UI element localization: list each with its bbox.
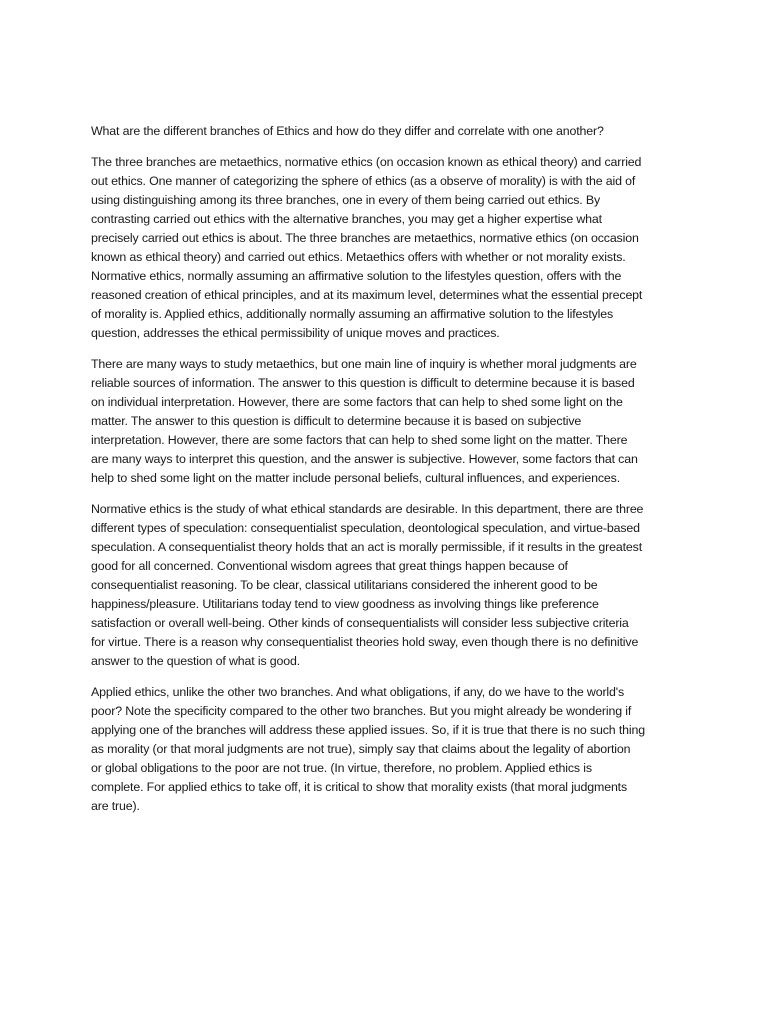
text-line: help to shed some light on the matter include personal beliefs, cultural influences, and experiences. xyxy=(91,471,620,485)
text-line: Normative ethics, normally assuming an affirmative solution to the lifestyles question, offers with the xyxy=(91,269,622,283)
text-line: happiness/pleasure. Utilitarians today tend to view goodness as involving things like preference xyxy=(91,597,599,611)
text-line: good for all concerned. Conventional wisdom agrees that great things happen because of xyxy=(91,559,568,573)
text-line: or global obligations to the poor are not true. (In virtue, therefore, no problem. Applied ethics is xyxy=(91,761,592,775)
text-line: contrasting carried out ethics with the alternative branches, you may get a higher expertise what xyxy=(91,212,602,226)
text-line: applying one of the branches will address these applied issues. So, if it is true that there is no such thing xyxy=(91,723,645,737)
text-line: using distinguishing among its three branches, one in every of them being carried out ethics. By xyxy=(91,193,601,207)
text-line: poor? Note the specificity compared to the other two branches. But you might already be wondering if xyxy=(91,704,632,718)
text-line: interpretation. However, there are some factors that can help to shed some light on the matter. There xyxy=(91,433,628,447)
text-line: reliable sources of information. The answer to this question is difficult to determine because it is based xyxy=(91,376,635,390)
text-line: Normative ethics is the study of what ethical standards are desirable. In this department, there are three xyxy=(91,502,644,516)
text-line: precisely carried out ethics is about. The three branches are metaethics, normative ethics (on occasion xyxy=(91,231,639,245)
text-line: of morality is. Applied ethics, additionally normally assuming an affirmative solution to the lifestyles xyxy=(91,307,614,321)
text-line: on individual interpretation. However, there are some factors that can help to shed some light on the xyxy=(91,395,623,409)
text-line: are many ways to interpret this question, and the answer is subjective. However, some factors that can xyxy=(91,452,638,466)
text-line: known as ethical theory) and carried out ethics. Metaethics offers with whether or not morality exists. xyxy=(91,250,626,264)
text-line: question, addresses the ethical permissibility of unique moves and practices. xyxy=(91,326,500,340)
document-body xyxy=(91,153,663,816)
text-line: reasoned creation of ethical principles, and at its maximum level, determines what the essential precept xyxy=(91,288,643,302)
text-line: There are many ways to study metaethics, but one main line of inquiry is whether moral judgments are xyxy=(91,357,637,371)
text-line: complete. For applied ethics to take off, it is critical to show that morality exists (that moral judgments xyxy=(91,780,628,794)
document-page xyxy=(91,122,663,828)
text-line: consequentialist reasoning. To be clear, classical utilitarians considered the inherent good to be xyxy=(91,578,598,592)
text-line: are true). xyxy=(91,799,140,813)
text-line: speculation. A consequentialist theory holds that an act is morally permissible, if it results in the greatest xyxy=(91,540,643,554)
paragraph-4 xyxy=(91,683,663,816)
paragraph-2 xyxy=(91,355,663,488)
text-line: different types of speculation: consequentialist speculation, deontological speculation, and virtue-based xyxy=(91,521,640,535)
text-line: Applied ethics, unlike the other two branches. And what obligations, if any, do we have to the world's xyxy=(91,685,625,699)
paragraph-3 xyxy=(91,500,663,671)
paragraph-1 xyxy=(91,153,663,343)
text-line: out ethics. One manner of categorizing the sphere of ethics (as a observe of morality) is with the aid of xyxy=(91,174,636,188)
text-line: The three branches are metaethics, normative ethics (on occasion known as ethical theory) and carried xyxy=(91,155,642,169)
text-line: for virtue. There is a reason why consequentialist theories hold sway, even though there is no definitive xyxy=(91,635,639,649)
text-line: as morality (or that moral judgments are not true), simply say that claims about the legality of abortion xyxy=(91,742,631,756)
question-heading: What are the different branches of Ethics and how do they differ and correlate with one another? xyxy=(91,124,604,138)
text-line: satisfaction or overall well-being. Other kinds of consequentialists will consider less subjective criteria xyxy=(91,616,629,630)
text-line: answer to the question of what is good. xyxy=(91,654,301,668)
text-line: matter. The answer to this question is difficult to determine because it is based on subjective xyxy=(91,414,582,428)
